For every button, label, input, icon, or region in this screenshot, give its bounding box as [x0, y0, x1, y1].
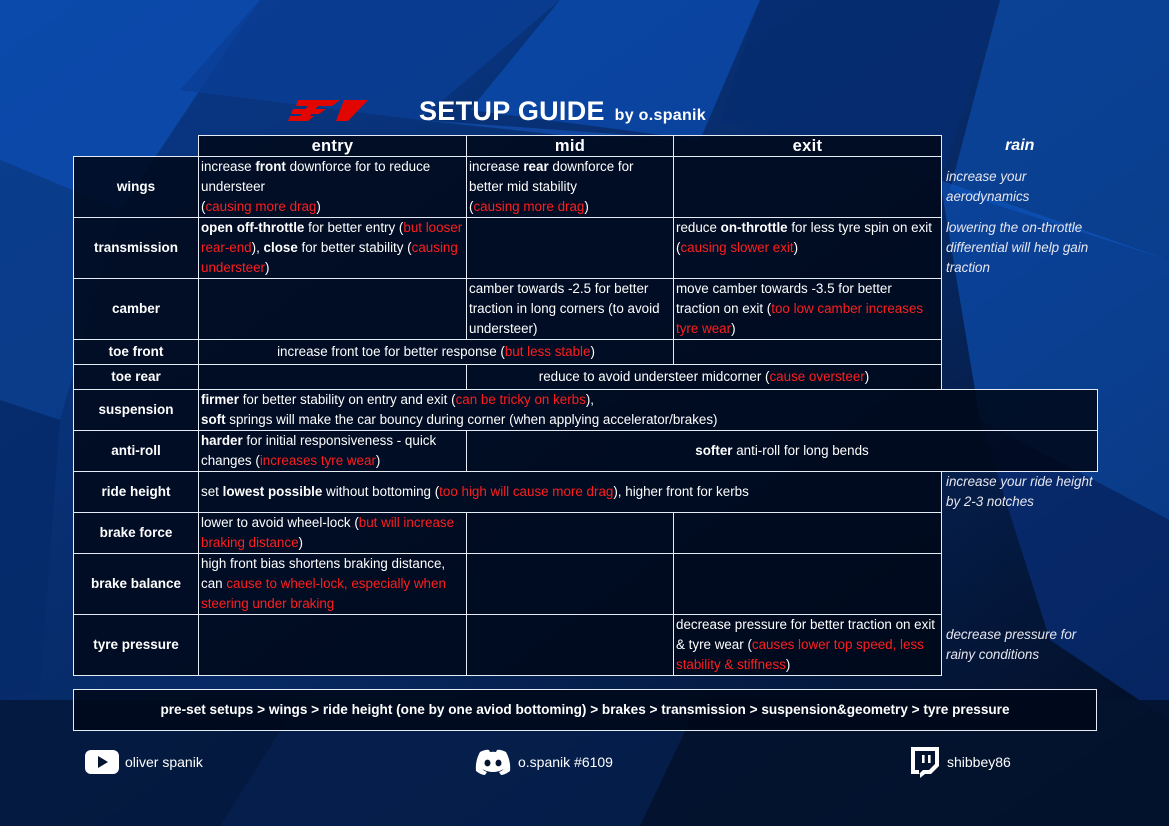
row-label-transmission: transmission [74, 218, 199, 279]
cell-transmission-exit: reduce on-throttle for less tyre spin on exit (causing slower exit) [674, 218, 942, 279]
cell-camber-entry [199, 279, 467, 340]
cell-anti-roll-entry: harder for initial responsiveness - quick changes (increases tyre wear) [199, 431, 467, 472]
youtube-channel-name: oliver spanik [125, 754, 203, 770]
column-header-rain: rain [1005, 136, 1035, 154]
column-header-exit: exit [674, 136, 942, 157]
table-row [74, 365, 1098, 390]
column-header-entry: entry [199, 136, 467, 157]
table-row [74, 390, 1098, 431]
cell-wings-mid: increase rear downforce for better mid stability (causing more drag) [467, 157, 674, 218]
cell-tyre-pressure-entry [199, 615, 467, 676]
cell-toe-rear-entry [199, 365, 467, 390]
row-label-tyre-pressure: tyre pressure [74, 615, 199, 676]
table-row [74, 472, 1098, 513]
row-label-brake-force: brake force [74, 513, 199, 554]
cell-camber-mid: camber towards -2.5 for better traction in long corners (to avoid understeer) [467, 279, 674, 340]
row-label-camber: camber [74, 279, 199, 340]
cell-toe-front-entry-mid: increase front toe for better response (but less stable) [199, 340, 674, 365]
row-label-toe-front: toe front [74, 340, 199, 365]
table-row [74, 615, 1098, 676]
row-label-ride-height: ride height [74, 472, 199, 513]
cell-brake-balance-exit [674, 554, 942, 615]
f1-logo-icon [288, 98, 370, 122]
author-subtitle: by o.spanik [614, 107, 706, 124]
row-label-wings: wings [74, 157, 199, 218]
table-row [74, 157, 1098, 218]
cell-transmission-entry: open off-throttle for better entry (but looser rear-end), close for better stability (causing understeer) [199, 218, 467, 279]
cell-brake-balance-mid [467, 554, 674, 615]
cell-tyre-pressure-mid [467, 615, 674, 676]
cell-suspension-all: firmer for better stability on entry and exit (can be tricky on kerbs), soft springs will make the car bouncy during corner (when applying accelerator/brakes) [199, 390, 1098, 431]
youtube-link[interactable] [85, 747, 203, 777]
cell-transmission-mid [467, 218, 674, 279]
twitch-username: shibbey86 [947, 754, 1011, 770]
cell-brake-balance-entry: high front bias shortens braking distance, can cause to wheel-lock, especially when steering under braking [199, 554, 467, 615]
cell-brake-force-mid [467, 513, 674, 554]
discord-handle: o.spanik #6109 [518, 754, 613, 770]
rain-wings: increase your aerodynamics [946, 169, 1030, 204]
table-row [74, 431, 1098, 472]
table-row [74, 218, 1098, 279]
table-row [74, 554, 1098, 615]
cell-wings-exit [674, 157, 942, 218]
twitch-link[interactable] [908, 747, 1011, 777]
setup-table [73, 135, 1098, 676]
cell-toe-front-exit [674, 340, 942, 365]
cell-tyre-pressure-exit: decrease pressure for better traction on exit & tyre wear (causes lower top speed, less stability & stiffness) [674, 615, 942, 676]
row-label-brake-balance: brake balance [74, 554, 199, 615]
cell-wings-entry: increase front downforce for to reduce understeer (causing more drag) [199, 157, 467, 218]
discord-link[interactable] [474, 747, 613, 777]
table-row [74, 513, 1098, 554]
row-label-toe-rear: toe rear [74, 365, 199, 390]
cell-anti-roll-mid-exit: softer anti-roll for long bends [467, 431, 1098, 472]
title-row [0, 96, 1169, 130]
youtube-icon [85, 750, 119, 774]
cell-brake-force-exit [674, 513, 942, 554]
twitch-icon [908, 746, 941, 778]
row-label-suspension: suspension [74, 390, 199, 431]
table-row [74, 340, 1098, 365]
setup-order-banner: pre-set setups > wings > ride height (one by one aviod bottoming) > brakes > transmission > suspension&geometry > tyre pressure [73, 689, 1097, 731]
cell-ride-height-all: set lowest possible without bottoming (too high will cause more drag), higher front for kerbs [199, 472, 942, 513]
page-title: SETUP GUIDE by o.spanik [419, 96, 706, 126]
cell-toe-rear-mid-exit: reduce to avoid understeer midcorner (cause oversteer) [467, 365, 942, 390]
rain-tyre-pressure: decrease pressure for rainy conditions [946, 627, 1077, 662]
rain-ride-height: increase your ride height by 2-3 notches [946, 474, 1093, 510]
rain-transmission: lowering the on-throttle differential will help gain traction [946, 219, 1089, 275]
table-row [74, 279, 1098, 340]
cell-brake-force-entry: lower to avoid wheel-lock (but will increase braking distance) [199, 513, 467, 554]
column-header-mid: mid [467, 136, 674, 157]
cell-camber-exit: move camber towards -3.5 for better traction on exit (too low camber increases tyre wear) [674, 279, 942, 340]
discord-icon [474, 748, 512, 776]
row-label-anti-roll: anti-roll [74, 431, 199, 472]
